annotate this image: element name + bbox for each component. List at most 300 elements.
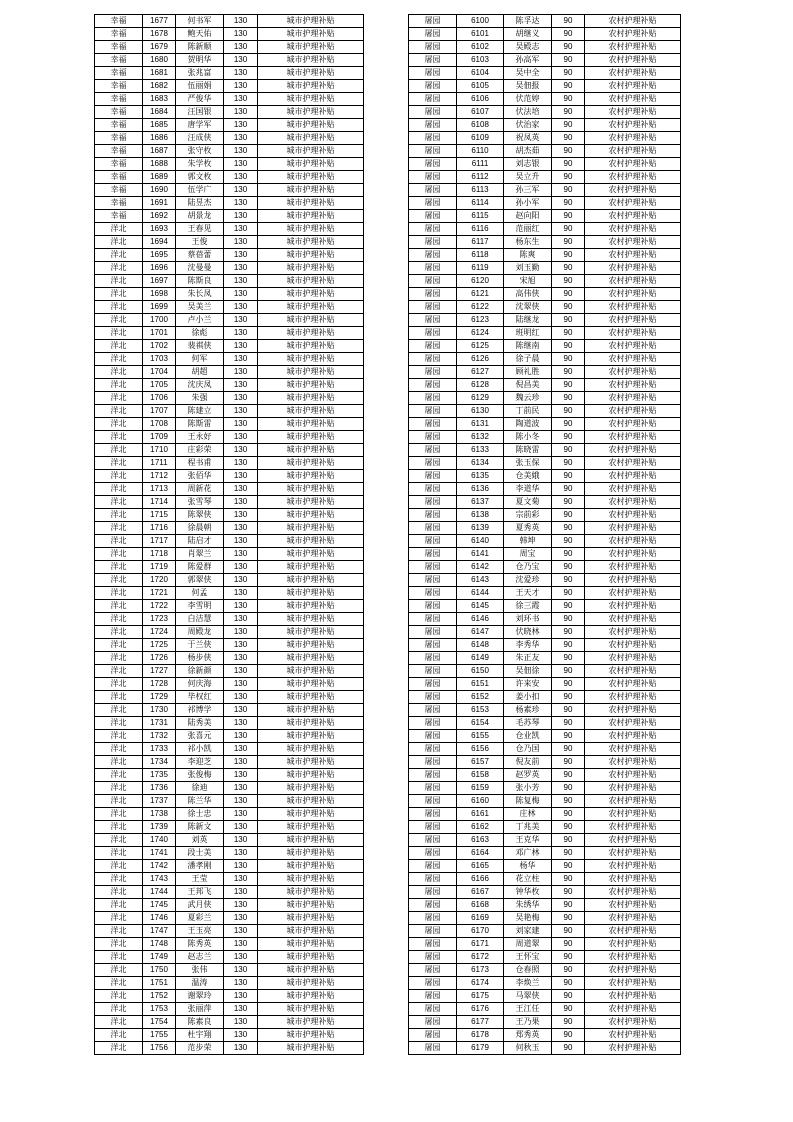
district-cell: 屠园 (409, 301, 457, 314)
amount-cell: 90 (552, 197, 585, 210)
table-row (409, 483, 681, 496)
serial-cell: 1721 (143, 587, 176, 600)
amount-cell: 130 (224, 782, 258, 795)
name-cell: 周殿龙 (176, 626, 224, 639)
district-cell: 屠园 (409, 743, 457, 756)
serial-cell: 6179 (457, 1042, 504, 1055)
serial-cell: 1715 (143, 509, 176, 522)
subsidy-cell: 城市护理补贴 (258, 964, 364, 977)
serial-cell: 1736 (143, 782, 176, 795)
table-row (95, 236, 364, 249)
serial-cell: 1716 (143, 522, 176, 535)
district-cell: 幸福 (95, 210, 143, 223)
amount-cell: 90 (552, 1029, 585, 1042)
name-cell: 陈小冬 (504, 431, 552, 444)
district-cell: 洋北 (95, 821, 143, 834)
subsidy-cell: 农村护理补贴 (585, 418, 681, 431)
serial-cell: 1696 (143, 262, 176, 275)
amount-cell: 130 (224, 938, 258, 951)
district-cell: 洋北 (95, 535, 143, 548)
name-cell: 班明红 (504, 327, 552, 340)
table-row (95, 197, 364, 210)
serial-cell: 1737 (143, 795, 176, 808)
serial-cell: 6166 (457, 873, 504, 886)
subsidy-cell: 农村护理补贴 (585, 184, 681, 197)
amount-cell: 90 (552, 977, 585, 990)
amount-cell: 90 (552, 691, 585, 704)
amount-cell: 130 (224, 704, 258, 717)
district-cell: 屠园 (409, 327, 457, 340)
table-row (95, 210, 364, 223)
subsidy-cell: 城市护理补贴 (258, 405, 364, 418)
district-cell: 洋北 (95, 938, 143, 951)
name-cell: 花立柱 (504, 873, 552, 886)
name-cell: 陈新文 (176, 821, 224, 834)
table-row (409, 80, 681, 93)
serial-cell: 1702 (143, 340, 176, 353)
name-cell: 温涛 (176, 977, 224, 990)
amount-cell: 130 (224, 886, 258, 899)
table-row (409, 1029, 681, 1042)
table-row (95, 522, 364, 535)
table-row (409, 860, 681, 873)
subsidy-cell: 农村护理补贴 (585, 925, 681, 938)
amount-cell: 130 (224, 288, 258, 301)
subsidy-cell: 农村护理补贴 (585, 288, 681, 301)
amount-cell: 90 (552, 821, 585, 834)
subsidy-cell: 城市护理补贴 (258, 873, 364, 886)
name-cell: 伏范婷 (504, 93, 552, 106)
serial-cell: 1743 (143, 873, 176, 886)
district-cell: 幸福 (95, 106, 143, 119)
name-cell: 朱正友 (504, 652, 552, 665)
subsidy-cell: 农村护理补贴 (585, 678, 681, 691)
table-row (409, 912, 681, 925)
district-cell: 屠园 (409, 665, 457, 678)
serial-cell: 6120 (457, 275, 504, 288)
amount-cell: 90 (552, 301, 585, 314)
serial-cell: 1739 (143, 821, 176, 834)
amount-cell: 130 (224, 678, 258, 691)
name-cell: 胡杰茹 (504, 145, 552, 158)
table-row (95, 509, 364, 522)
serial-cell: 6108 (457, 119, 504, 132)
serial-cell: 6116 (457, 223, 504, 236)
amount-cell: 90 (552, 80, 585, 93)
district-cell: 洋北 (95, 574, 143, 587)
name-cell: 何军 (176, 353, 224, 366)
amount-cell: 130 (224, 665, 258, 678)
district-cell: 洋北 (95, 236, 143, 249)
table-row (409, 678, 681, 691)
name-cell: 王莹 (176, 873, 224, 886)
serial-cell: 1677 (143, 15, 176, 28)
serial-cell: 1724 (143, 626, 176, 639)
amount-cell: 130 (224, 795, 258, 808)
serial-cell: 1707 (143, 405, 176, 418)
name-cell: 仓业凯 (504, 730, 552, 743)
name-cell: 严俊华 (176, 93, 224, 106)
district-cell: 洋北 (95, 457, 143, 470)
table-row (95, 275, 364, 288)
subsidy-cell: 农村护理补贴 (585, 158, 681, 171)
subsidy-cell: 城市护理补贴 (258, 535, 364, 548)
subsidy-cell: 城市护理补贴 (258, 327, 364, 340)
serial-cell: 1680 (143, 54, 176, 67)
amount-cell: 90 (552, 405, 585, 418)
name-cell: 陈爽 (504, 249, 552, 262)
name-cell: 李秀华 (504, 639, 552, 652)
serial-cell: 6121 (457, 288, 504, 301)
table-row (95, 574, 364, 587)
serial-cell: 1733 (143, 743, 176, 756)
district-cell: 幸福 (95, 171, 143, 184)
subsidy-cell: 城市护理补贴 (258, 730, 364, 743)
district-cell: 洋北 (95, 379, 143, 392)
table-row (95, 249, 364, 262)
subsidy-cell: 农村护理补贴 (585, 834, 681, 847)
serial-cell: 6161 (457, 808, 504, 821)
name-cell: 张玉保 (504, 457, 552, 470)
subsidy-cell: 农村护理补贴 (585, 756, 681, 769)
serial-cell: 6109 (457, 132, 504, 145)
serial-cell: 1678 (143, 28, 176, 41)
name-cell: 徐子晨 (504, 353, 552, 366)
subsidy-cell: 城市护理补贴 (258, 951, 364, 964)
serial-cell: 1692 (143, 210, 176, 223)
district-cell: 屠园 (409, 652, 457, 665)
serial-cell: 6104 (457, 67, 504, 80)
serial-cell: 1727 (143, 665, 176, 678)
amount-cell: 90 (552, 444, 585, 457)
subsidy-cell: 农村护理补贴 (585, 470, 681, 483)
amount-cell: 90 (552, 639, 585, 652)
subsidy-cell: 城市护理补贴 (258, 249, 364, 262)
serial-cell: 6167 (457, 886, 504, 899)
name-cell: 陈孚达 (504, 15, 552, 28)
district-cell: 洋北 (95, 301, 143, 314)
subsidy-cell: 农村护理补贴 (585, 990, 681, 1003)
subsidy-cell: 城市护理补贴 (258, 54, 364, 67)
subsidy-cell: 农村护理补贴 (585, 314, 681, 327)
name-cell: 徐士忠 (176, 808, 224, 821)
table-row (95, 678, 364, 691)
serial-cell: 1705 (143, 379, 176, 392)
district-cell: 屠园 (409, 496, 457, 509)
subsidy-cell: 农村护理补贴 (585, 691, 681, 704)
serial-cell: 1691 (143, 197, 176, 210)
name-cell: 伏法培 (504, 106, 552, 119)
subsidy-cell: 农村护理补贴 (585, 457, 681, 470)
serial-cell: 6157 (457, 756, 504, 769)
name-cell: 贺明华 (176, 54, 224, 67)
name-cell: 陈兰华 (176, 795, 224, 808)
name-cell: 张喜元 (176, 730, 224, 743)
serial-cell: 6159 (457, 782, 504, 795)
name-cell: 毕权红 (176, 691, 224, 704)
table-row (409, 197, 681, 210)
serial-cell: 6114 (457, 197, 504, 210)
subsidy-cell: 农村护理补贴 (585, 613, 681, 626)
subsidy-cell: 城市护理补贴 (258, 1029, 364, 1042)
table-row (95, 67, 364, 80)
table-row (409, 730, 681, 743)
district-cell: 屠园 (409, 119, 457, 132)
serial-cell: 1726 (143, 652, 176, 665)
amount-cell: 90 (552, 743, 585, 756)
serial-cell: 6151 (457, 678, 504, 691)
district-cell: 屠园 (409, 392, 457, 405)
serial-cell: 1752 (143, 990, 176, 1003)
serial-cell: 6107 (457, 106, 504, 119)
amount-cell: 90 (552, 951, 585, 964)
table-row (95, 80, 364, 93)
table-row (95, 652, 364, 665)
district-cell: 屠园 (409, 67, 457, 80)
serial-cell: 6106 (457, 93, 504, 106)
serial-cell: 1734 (143, 756, 176, 769)
amount-cell: 130 (224, 236, 258, 249)
name-cell: 许来安 (504, 678, 552, 691)
subsidy-cell: 农村护理补贴 (585, 54, 681, 67)
name-cell: 吴殿志 (504, 41, 552, 54)
name-cell: 裴祺侠 (176, 340, 224, 353)
serial-cell: 6145 (457, 600, 504, 613)
subsidy-cell: 农村护理补贴 (585, 431, 681, 444)
amount-cell: 130 (224, 93, 258, 106)
serial-cell: 6168 (457, 899, 504, 912)
serial-cell: 1754 (143, 1016, 176, 1029)
name-cell: 王怀宝 (504, 951, 552, 964)
amount-cell: 90 (552, 249, 585, 262)
name-cell: 王春见 (176, 223, 224, 236)
district-cell: 屠园 (409, 808, 457, 821)
serial-cell: 6138 (457, 509, 504, 522)
name-cell: 陈秀英 (176, 938, 224, 951)
name-cell: 王俊 (176, 236, 224, 249)
subsidy-cell: 农村护理补贴 (585, 197, 681, 210)
amount-cell: 90 (552, 1016, 585, 1029)
subsidy-cell: 城市护理补贴 (258, 548, 364, 561)
amount-cell: 90 (552, 392, 585, 405)
subsidy-cell: 农村护理补贴 (585, 67, 681, 80)
table-row (409, 1016, 681, 1029)
district-cell: 洋北 (95, 483, 143, 496)
subsidy-cell: 农村护理补贴 (585, 938, 681, 951)
table-row (95, 899, 364, 912)
district-cell: 屠园 (409, 899, 457, 912)
serial-cell: 1730 (143, 704, 176, 717)
amount-cell: 130 (224, 392, 258, 405)
subsidy-cell: 城市护理补贴 (258, 574, 364, 587)
serial-cell: 6165 (457, 860, 504, 873)
name-cell: 段士美 (176, 847, 224, 860)
subsidy-cell: 农村护理补贴 (585, 1003, 681, 1016)
subsidy-cell: 城市护理补贴 (258, 392, 364, 405)
amount-cell: 130 (224, 483, 258, 496)
name-cell: 陆昱杰 (176, 197, 224, 210)
serial-cell: 6135 (457, 470, 504, 483)
serial-cell: 1719 (143, 561, 176, 574)
table-row (95, 1042, 364, 1055)
subsidy-cell: 城市护理补贴 (258, 431, 364, 444)
table-row (409, 691, 681, 704)
name-cell: 陈斯雷 (176, 418, 224, 431)
amount-cell: 90 (552, 171, 585, 184)
name-cell: 郑秀英 (504, 1029, 552, 1042)
serial-cell: 6125 (457, 340, 504, 353)
name-cell: 陆继龙 (504, 314, 552, 327)
name-cell: 赵罗英 (504, 769, 552, 782)
district-cell: 屠园 (409, 483, 457, 496)
table-row (409, 54, 681, 67)
district-cell: 屠园 (409, 886, 457, 899)
serial-cell: 6154 (457, 717, 504, 730)
table-row (95, 795, 364, 808)
district-cell: 屠园 (409, 977, 457, 990)
name-cell: 魏云珍 (504, 392, 552, 405)
serial-cell: 6105 (457, 80, 504, 93)
district-cell: 屠园 (409, 184, 457, 197)
name-cell: 吴佃报 (504, 80, 552, 93)
name-cell: 王永好 (176, 431, 224, 444)
amount-cell: 90 (552, 860, 585, 873)
district-cell: 洋北 (95, 730, 143, 743)
subsidy-cell: 城市护理补贴 (258, 132, 364, 145)
district-cell: 幸福 (95, 67, 143, 80)
amount-cell: 130 (224, 301, 258, 314)
table-row (95, 769, 364, 782)
subsidy-cell: 农村护理补贴 (585, 210, 681, 223)
serial-cell: 1747 (143, 925, 176, 938)
name-cell: 高伟侠 (504, 288, 552, 301)
subsidy-cell: 农村护理补贴 (585, 808, 681, 821)
serial-cell: 6147 (457, 626, 504, 639)
amount-cell: 90 (552, 210, 585, 223)
table-row (95, 756, 364, 769)
table-row (409, 353, 681, 366)
district-cell: 屠园 (409, 249, 457, 262)
table-row (409, 327, 681, 340)
table-row (95, 353, 364, 366)
serial-cell: 6134 (457, 457, 504, 470)
table-row (95, 977, 364, 990)
name-cell: 夏彩兰 (176, 912, 224, 925)
district-cell: 洋北 (95, 340, 143, 353)
subsidy-cell: 城市护理补贴 (258, 496, 364, 509)
subsidy-cell: 城市护理补贴 (258, 717, 364, 730)
subsidy-cell: 城市护理补贴 (258, 652, 364, 665)
serial-cell: 6141 (457, 548, 504, 561)
district-cell: 屠园 (409, 80, 457, 93)
district-cell: 洋北 (95, 288, 143, 301)
district-cell: 洋北 (95, 444, 143, 457)
name-cell: 肖翠兰 (176, 548, 224, 561)
name-cell: 马翠侠 (504, 990, 552, 1003)
district-cell: 屠园 (409, 990, 457, 1003)
table-row (409, 275, 681, 288)
name-cell: 张小芳 (504, 782, 552, 795)
district-cell: 屠园 (409, 964, 457, 977)
district-cell: 洋北 (95, 249, 143, 262)
serial-cell: 6139 (457, 522, 504, 535)
district-cell: 洋北 (95, 925, 143, 938)
table-row (409, 509, 681, 522)
subsidy-cell: 城市护理补贴 (258, 678, 364, 691)
serial-cell: 1742 (143, 860, 176, 873)
name-cell: 孙高军 (504, 54, 552, 67)
amount-cell: 90 (552, 522, 585, 535)
serial-cell: 1694 (143, 236, 176, 249)
amount-cell: 90 (552, 652, 585, 665)
serial-cell: 6140 (457, 535, 504, 548)
serial-cell: 6110 (457, 145, 504, 158)
table-row (95, 418, 364, 431)
serial-cell: 1688 (143, 158, 176, 171)
name-cell: 刘英 (176, 834, 224, 847)
name-cell: 李道华 (504, 483, 552, 496)
subsidy-cell: 农村护理补贴 (585, 587, 681, 600)
amount-cell: 130 (224, 223, 258, 236)
subsidy-cell: 城市护理补贴 (258, 587, 364, 600)
amount-cell: 130 (224, 15, 258, 28)
name-cell: 何庆海 (176, 678, 224, 691)
subsidy-cell: 农村护理补贴 (585, 444, 681, 457)
amount-cell: 90 (552, 665, 585, 678)
district-cell: 屠园 (409, 834, 457, 847)
serial-cell: 1745 (143, 899, 176, 912)
name-cell: 沈曼曼 (176, 262, 224, 275)
serial-cell: 6150 (457, 665, 504, 678)
amount-cell: 130 (224, 171, 258, 184)
amount-cell: 90 (552, 535, 585, 548)
name-cell: 张丽萍 (176, 1003, 224, 1016)
district-cell: 屠园 (409, 873, 457, 886)
subsidy-cell: 城市护理补贴 (258, 821, 364, 834)
district-cell: 洋北 (95, 665, 143, 678)
amount-cell: 130 (224, 327, 258, 340)
table-row (409, 301, 681, 314)
district-cell: 屠园 (409, 197, 457, 210)
subsidy-cell: 农村护理补贴 (585, 886, 681, 899)
table-row (95, 483, 364, 496)
subsidy-cell: 城市护理补贴 (258, 639, 364, 652)
name-cell: 徐晨朝 (176, 522, 224, 535)
subsidy-cell: 城市护理补贴 (258, 1042, 364, 1055)
table-row (409, 431, 681, 444)
table-row (409, 665, 681, 678)
name-cell: 伏晓林 (504, 626, 552, 639)
district-cell: 洋北 (95, 262, 143, 275)
district-cell: 屠园 (409, 639, 457, 652)
subsidy-cell: 城市护理补贴 (258, 1016, 364, 1029)
name-cell: 倪昌美 (504, 379, 552, 392)
serial-cell: 1699 (143, 301, 176, 314)
amount-cell: 90 (552, 93, 585, 106)
urban-subsidy-table (94, 14, 364, 1055)
name-cell: 王邦飞 (176, 886, 224, 899)
table-row (95, 782, 364, 795)
table-row (409, 184, 681, 197)
subsidy-cell: 农村护理补贴 (585, 379, 681, 392)
serial-cell: 1746 (143, 912, 176, 925)
amount-cell: 130 (224, 964, 258, 977)
name-cell: 蔡蓓蕾 (176, 249, 224, 262)
amount-cell: 90 (552, 834, 585, 847)
name-cell: 吴中全 (504, 67, 552, 80)
table-row (409, 639, 681, 652)
subsidy-cell: 城市护理补贴 (258, 704, 364, 717)
